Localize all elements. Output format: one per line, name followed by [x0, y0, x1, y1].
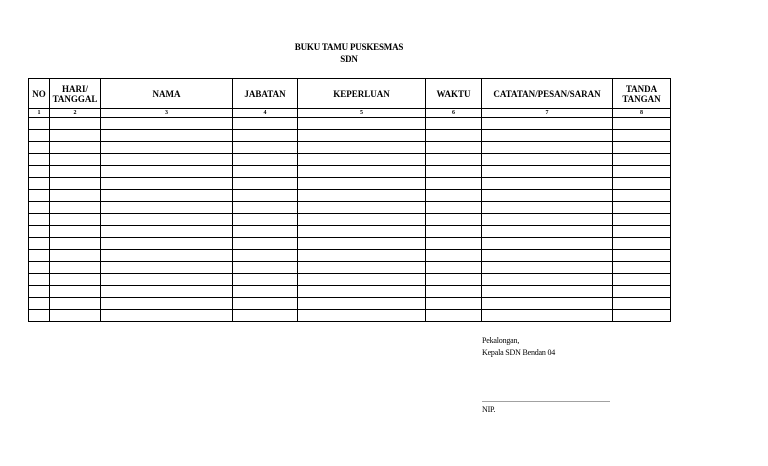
table-cell — [50, 310, 101, 322]
table-cell — [29, 286, 50, 298]
table-cell — [426, 250, 482, 262]
table-cell — [613, 142, 671, 154]
table-cell — [101, 250, 233, 262]
table-cell — [29, 142, 50, 154]
table-cell — [233, 226, 298, 238]
table-row — [29, 262, 671, 274]
table-cell — [29, 118, 50, 130]
table-row — [29, 250, 671, 262]
table-cell — [426, 214, 482, 226]
table-cell — [29, 202, 50, 214]
table-cell — [613, 250, 671, 262]
table-cell — [233, 310, 298, 322]
table-cell — [233, 298, 298, 310]
table-cell — [101, 202, 233, 214]
table-cell — [233, 142, 298, 154]
table-cell — [426, 298, 482, 310]
table-cell — [613, 178, 671, 190]
table-cell — [298, 202, 426, 214]
table-cell — [29, 190, 50, 202]
table-cell — [29, 226, 50, 238]
table-cell — [50, 262, 101, 274]
table-cell — [482, 214, 613, 226]
table-cell — [613, 166, 671, 178]
table-cell — [426, 274, 482, 286]
table-cell — [50, 178, 101, 190]
table-cell — [426, 226, 482, 238]
table-row — [29, 310, 671, 322]
table-row — [29, 154, 671, 166]
table-cell — [50, 118, 101, 130]
table-cell — [613, 262, 671, 274]
table-row — [29, 298, 671, 310]
table-cell — [101, 130, 233, 142]
table-cell — [298, 274, 426, 286]
table-cell — [101, 178, 233, 190]
table-cell — [482, 166, 613, 178]
table-cell — [233, 202, 298, 214]
table-cell — [101, 154, 233, 166]
table-row — [29, 226, 671, 238]
document-title: BUKU TAMU PUSKESMAS — [294, 42, 404, 52]
table-cell — [29, 166, 50, 178]
signature-position: Kepala SDN Bendan 04 — [482, 348, 556, 357]
table-cell — [50, 142, 101, 154]
table-cell — [29, 262, 50, 274]
document-subtitle: SDN — [340, 54, 358, 64]
table-cell — [613, 130, 671, 142]
table-cell — [50, 190, 101, 202]
table-cell — [101, 262, 233, 274]
table-cell — [298, 238, 426, 250]
table-cell — [613, 118, 671, 130]
column-number-row — [29, 109, 671, 118]
table-cell — [101, 166, 233, 178]
table-cell — [298, 178, 426, 190]
table-cell — [613, 286, 671, 298]
table-cell — [233, 238, 298, 250]
table-cell — [50, 226, 101, 238]
col-header-signature — [613, 79, 671, 109]
table-cell — [298, 286, 426, 298]
table-cell — [482, 130, 613, 142]
col-number: 7 — [482, 109, 613, 118]
table-row — [29, 118, 671, 130]
table-cell — [613, 298, 671, 310]
table-cell — [233, 118, 298, 130]
table-cell — [482, 202, 613, 214]
table-row — [29, 274, 671, 286]
table-cell — [50, 286, 101, 298]
table-cell — [50, 154, 101, 166]
table-cell — [50, 250, 101, 262]
table-cell — [482, 274, 613, 286]
table-cell — [101, 142, 233, 154]
table-cell — [482, 238, 613, 250]
table-cell — [29, 298, 50, 310]
table-cell — [482, 190, 613, 202]
table-cell — [101, 118, 233, 130]
table-cell — [298, 190, 426, 202]
col-header-notes: CATATAN/PESAN/SARAN — [482, 79, 613, 109]
table-cell — [482, 226, 613, 238]
table-cell — [101, 310, 233, 322]
table-cell — [426, 202, 482, 214]
table-cell — [29, 238, 50, 250]
table-row — [29, 214, 671, 226]
table-cell — [426, 190, 482, 202]
table-row — [29, 190, 671, 202]
table-cell — [482, 118, 613, 130]
table-row — [29, 142, 671, 154]
table-cell — [298, 310, 426, 322]
col-number: 4 — [233, 109, 298, 118]
table-cell — [233, 178, 298, 190]
table-cell — [29, 250, 50, 262]
table-cell — [29, 274, 50, 286]
table-cell — [101, 298, 233, 310]
col-header-signature-line1: TANDA — [625, 83, 658, 94]
table-cell — [29, 214, 50, 226]
table-cell — [613, 190, 671, 202]
col-header-signature-line2: TANGAN — [622, 93, 661, 104]
table-cell — [482, 262, 613, 274]
table-cell — [29, 130, 50, 142]
table-cell — [482, 298, 613, 310]
table-cell — [298, 250, 426, 262]
table-row — [29, 166, 671, 178]
col-number: 2 — [50, 109, 101, 118]
table-cell — [233, 154, 298, 166]
col-number: 8 — [613, 109, 671, 118]
guestbook-table — [28, 78, 671, 322]
col-header-date — [50, 79, 101, 109]
table-row — [29, 286, 671, 298]
signature-place: Pekalongan, — [482, 336, 520, 345]
table-cell — [101, 274, 233, 286]
table-cell — [101, 286, 233, 298]
header-row — [29, 79, 671, 109]
table-cell — [482, 142, 613, 154]
table-cell — [29, 154, 50, 166]
table-cell — [101, 214, 233, 226]
col-header-no: NO — [29, 79, 50, 109]
table-cell — [101, 226, 233, 238]
table-cell — [426, 310, 482, 322]
table-row — [29, 130, 671, 142]
table-cell — [298, 130, 426, 142]
table-cell — [426, 238, 482, 250]
table-cell — [613, 202, 671, 214]
table-cell — [426, 166, 482, 178]
table-cell — [233, 262, 298, 274]
table-row — [29, 202, 671, 214]
table-cell — [233, 130, 298, 142]
table-cell — [426, 142, 482, 154]
table-cell — [613, 310, 671, 322]
table-cell — [50, 274, 101, 286]
table-cell — [50, 202, 101, 214]
table-cell — [233, 214, 298, 226]
table-cell — [426, 130, 482, 142]
table-cell — [482, 310, 613, 322]
table-cell — [233, 286, 298, 298]
table-cell — [50, 130, 101, 142]
table-cell — [426, 154, 482, 166]
col-number: 6 — [426, 109, 482, 118]
table-cell — [613, 238, 671, 250]
table-cell — [233, 166, 298, 178]
table-cell — [298, 166, 426, 178]
table-row — [29, 238, 671, 250]
table-cell — [298, 142, 426, 154]
table-cell — [298, 154, 426, 166]
table-cell — [50, 214, 101, 226]
table-cell — [233, 190, 298, 202]
table-cell — [298, 214, 426, 226]
table-cell — [613, 214, 671, 226]
table-cell — [613, 226, 671, 238]
table-cell — [426, 178, 482, 190]
col-number: 3 — [101, 109, 233, 118]
table-cell — [426, 118, 482, 130]
nip-label: NIP. — [482, 405, 496, 414]
table-cell — [482, 250, 613, 262]
col-header-date-line1: HARI/ — [61, 83, 88, 94]
col-header-purpose: KEPERLUAN — [298, 79, 426, 109]
signature-line: ................................................................ — [482, 395, 610, 404]
table-body — [29, 118, 671, 322]
table-cell — [482, 154, 613, 166]
col-number: 1 — [29, 109, 50, 118]
table-cell — [482, 286, 613, 298]
col-header-position: JABATAN — [233, 79, 298, 109]
col-header-name: NAMA — [101, 79, 233, 109]
col-header-date-line2: TANGGAL — [52, 93, 98, 104]
table-cell — [101, 238, 233, 250]
col-header-time: WAKTU — [426, 79, 482, 109]
table-cell — [29, 310, 50, 322]
col-number: 5 — [298, 109, 426, 118]
table-cell — [29, 178, 50, 190]
table-cell — [233, 250, 298, 262]
table-cell — [426, 262, 482, 274]
table-cell — [613, 154, 671, 166]
table-cell — [613, 274, 671, 286]
table-cell — [50, 166, 101, 178]
table-cell — [298, 298, 426, 310]
table-row — [29, 178, 671, 190]
table-cell — [50, 298, 101, 310]
table-cell — [50, 238, 101, 250]
table-cell — [298, 226, 426, 238]
table-cell — [426, 286, 482, 298]
table-cell — [101, 190, 233, 202]
table-cell — [298, 118, 426, 130]
table-cell — [298, 262, 426, 274]
table-cell — [233, 274, 298, 286]
table-cell — [482, 178, 613, 190]
